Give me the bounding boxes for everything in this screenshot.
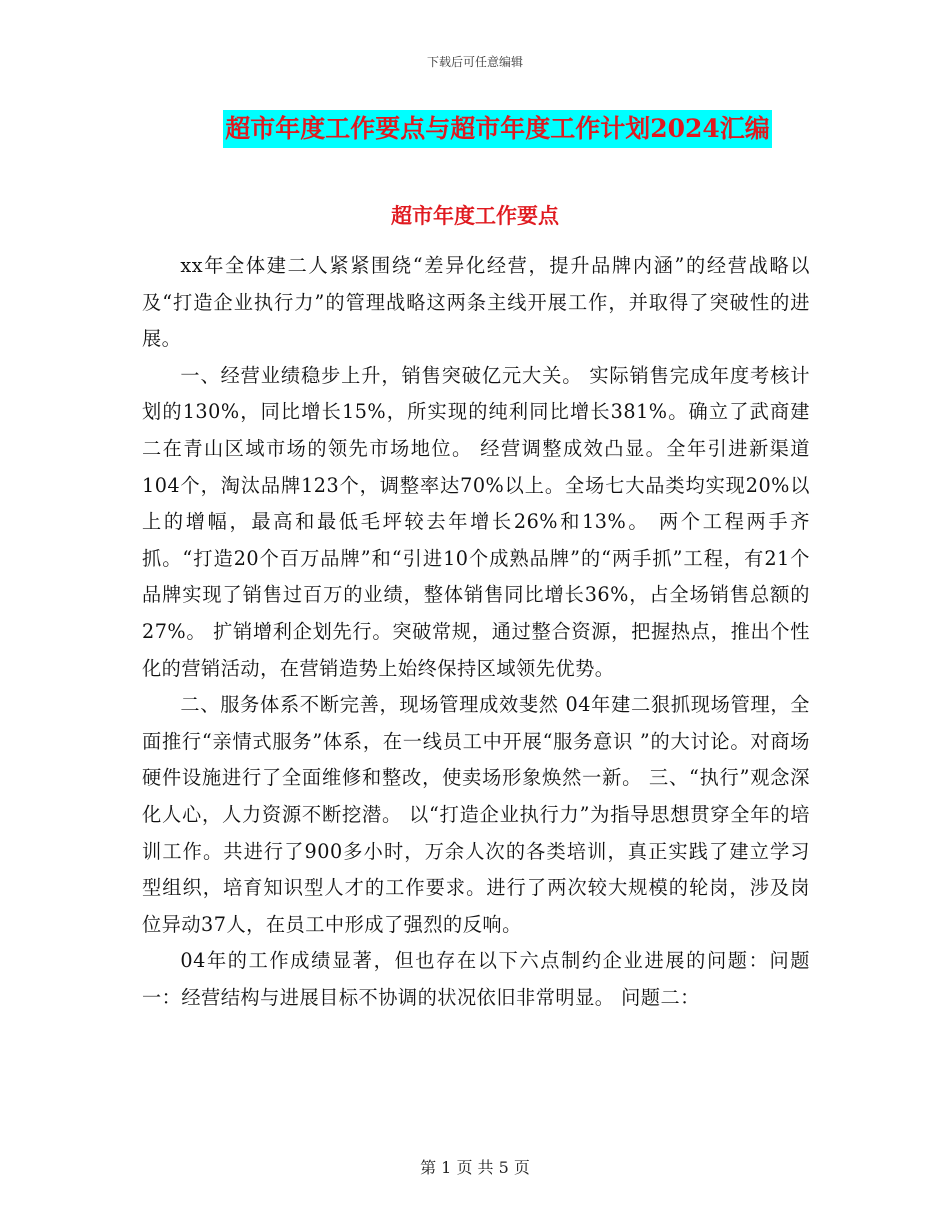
header-note: 下载后可任意编辑	[426, 55, 523, 69]
page-footer: 第 1 页 共 5 页	[420, 1158, 530, 1177]
main-title: 超市年度工作要点与超市年度工作计划2024汇编	[223, 110, 772, 148]
paragraph-issues: 04年的工作成绩显著，但也存在以下六点制约企业进展的问题：问题一：经营结构与进展目标不协调的状况依旧非常明显。 问题二：	[142, 949, 810, 1009]
section-title: 超市年度工作要点	[391, 203, 559, 228]
document-body	[142, 248, 810, 1016]
main-title-container	[0, 110, 950, 148]
paragraph-intro: xx年全体建二人紧紧围绕“差异化经营，提升品牌内涵”的经营战略以及“打造企业执行力”的管理战略这两条主线开展工作，并取得了突破性的进展。	[142, 254, 810, 351]
paragraph-operations: 一、经营业绩稳步上升，销售突破亿元大关。 实际销售完成年度考核计划的130%，同比增长15%，所实现的纯利同比增长381%。确立了武商建二在青山区域市场的领先市场地位。 经营调整成效凸显。全年引进新渠道104个，淘汰品牌123个，调整率达70%以上。全场七大品类均实现20%以上的增幅，最高和最低毛坪较去年增长26%和13%。 两个工程两手齐抓。“打造20个百万品牌”和“引进10个成熟品牌”的“两手抓”工程，有21个品牌实现了销售过百万的业绩，整体销售同比增长36%，占全场销售总额的27%。 扩销增利企划先行。突破常规，通过整合资源，把握热点，推出个性化的营销活动，在营销造势上始终保持区域领先优势。	[142, 363, 810, 680]
paragraph-service: 二、服务体系不断完善，现场管理成效斐然 04年建二狠抓现场管理，全面推行“亲情式服务”体系，在一线员工中开展“服务意识 ”的大讨论。对商场硬件设施进行了全面维修和整改，使卖场形象焕然一新。 三、“执行”观念深化人心，人力资源不断挖潜。 以“打造企业执行力”为指导思想贯穿全年的培训工作。共进行了900多小时，万余人次的各类培训，真正实践了建立学习型组织，培育知识型人才的工作要求。进行了两次较大规模的轮岗，涉及岗位异动37人，在员工中形成了强烈的反响。	[142, 693, 810, 936]
